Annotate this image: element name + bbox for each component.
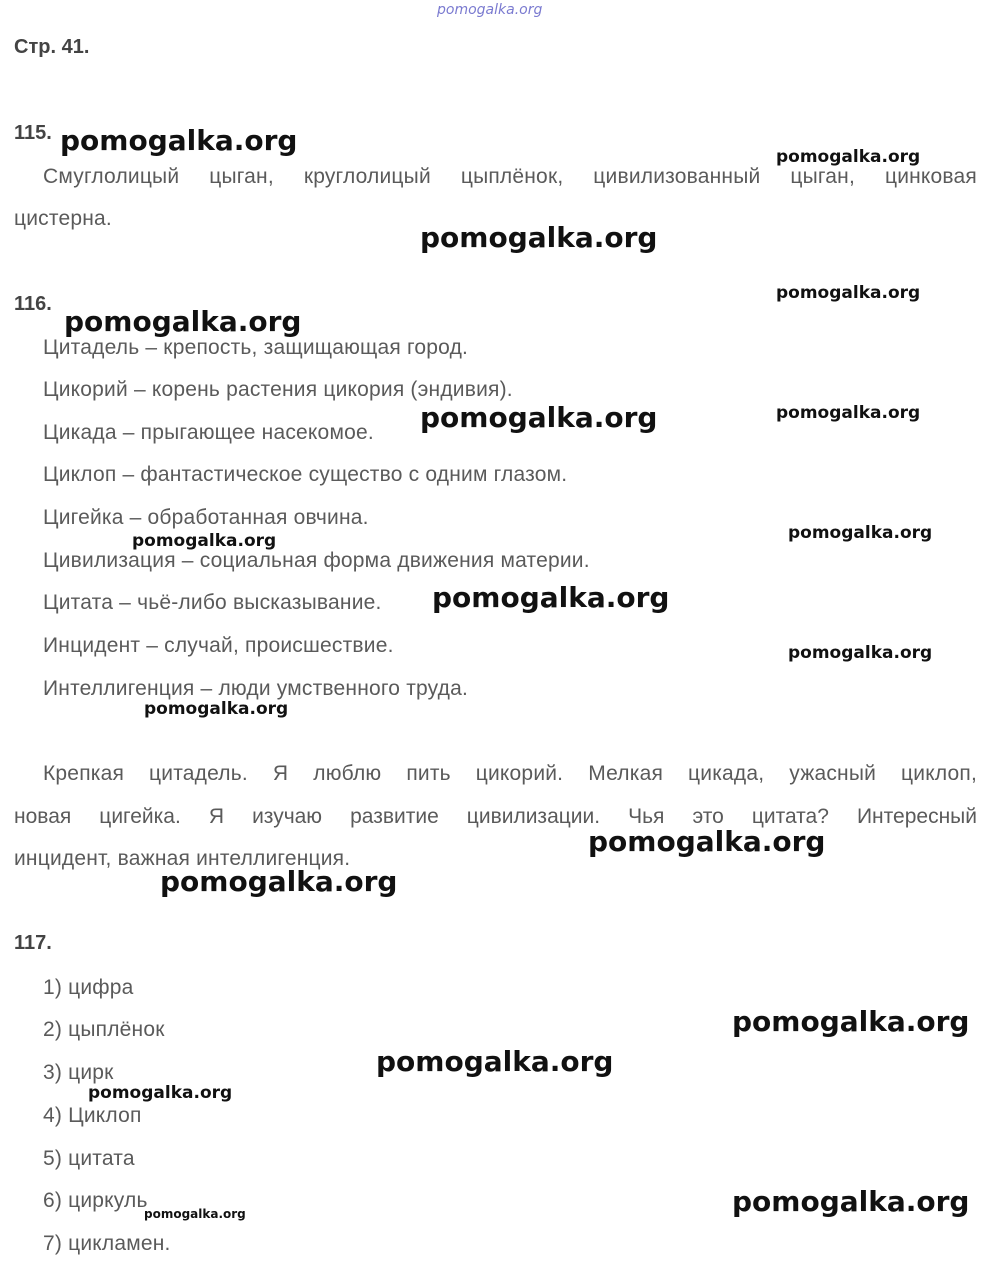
definition-item: Цикорий – корень растения цикория (эндивия). — [43, 378, 513, 401]
watermark: pomogalka.org — [132, 531, 277, 551]
exercise-115-line-2: цистерна. — [14, 207, 112, 230]
watermark: pomogalka.org — [420, 401, 658, 434]
list-item: 6) циркуль — [43, 1189, 148, 1212]
definition-item: Цивилизация – социальная форма движения материи. — [43, 549, 590, 572]
watermark: pomogalka.org — [432, 581, 670, 614]
list-item: 3) цирк — [43, 1061, 114, 1084]
definition-item: Цигейка – обработанная овчина. — [43, 506, 369, 529]
definition-item: Цитадель – крепость, защищающая город. — [43, 336, 469, 359]
watermark: pomogalka.org — [788, 523, 933, 543]
watermark: pomogalka.org — [144, 1207, 246, 1221]
watermark: pomogalka.org — [160, 865, 398, 898]
definition-item: Инцидент – случай, происшествие. — [43, 634, 394, 657]
watermark: pomogalka.org — [588, 825, 826, 858]
exercise-116-paragraph-line-1: Крепкая цитадель. Я люблю пить цикорий. Мелкая цикада, ужасный циклоп, — [43, 762, 977, 785]
page-label: Стр. 41. — [14, 36, 90, 58]
watermark: pomogalka.org — [732, 1005, 970, 1038]
watermark-top: pomogalka.org — [437, 2, 543, 18]
watermark: pomogalka.org — [376, 1045, 614, 1078]
definition-item: Цикада – прыгающее насекомое. — [43, 421, 374, 444]
watermark: pomogalka.org — [776, 147, 921, 167]
definition-item: Интеллигенция – люди умственного труда. — [43, 677, 469, 700]
exercise-116-paragraph-line-2: новая цигейка. Я изучаю развитие цивилизации. Чья это цитата? Интересный — [14, 805, 977, 828]
watermark: pomogalka.org — [732, 1185, 970, 1218]
watermark: pomogalka.org — [776, 283, 921, 303]
watermark: pomogalka.org — [60, 124, 298, 157]
watermark: pomogalka.org — [788, 643, 933, 663]
exercise-116-paragraph-line-3: инцидент, важная интеллигенция. — [14, 847, 351, 870]
list-item: 1) цифра — [43, 976, 134, 999]
list-item: 5) цитата — [43, 1147, 135, 1170]
watermark: pomogalka.org — [88, 1083, 233, 1103]
exercise-117-number: 117. — [14, 932, 52, 954]
exercise-116-number: 116. — [14, 293, 52, 315]
list-item: 2) цыплёнок — [43, 1018, 165, 1041]
list-item: 7) цикламен. — [43, 1232, 171, 1255]
definition-item: Циклоп – фантастическое существо с одним глазом. — [43, 463, 568, 486]
watermark: pomogalka.org — [64, 305, 302, 338]
watermark: pomogalka.org — [776, 403, 921, 423]
exercise-115-number: 115. — [14, 122, 52, 144]
list-item: 4) Циклоп — [43, 1104, 142, 1127]
watermark: pomogalka.org — [420, 221, 658, 254]
watermark: pomogalka.org — [144, 699, 289, 719]
definition-item: Цитата – чьё-либо высказывание. — [43, 591, 382, 614]
exercise-115-line-1: Смуглолицый цыган, круглолицый цыплёнок, цивилизованный цыган, цинковая — [43, 165, 977, 188]
